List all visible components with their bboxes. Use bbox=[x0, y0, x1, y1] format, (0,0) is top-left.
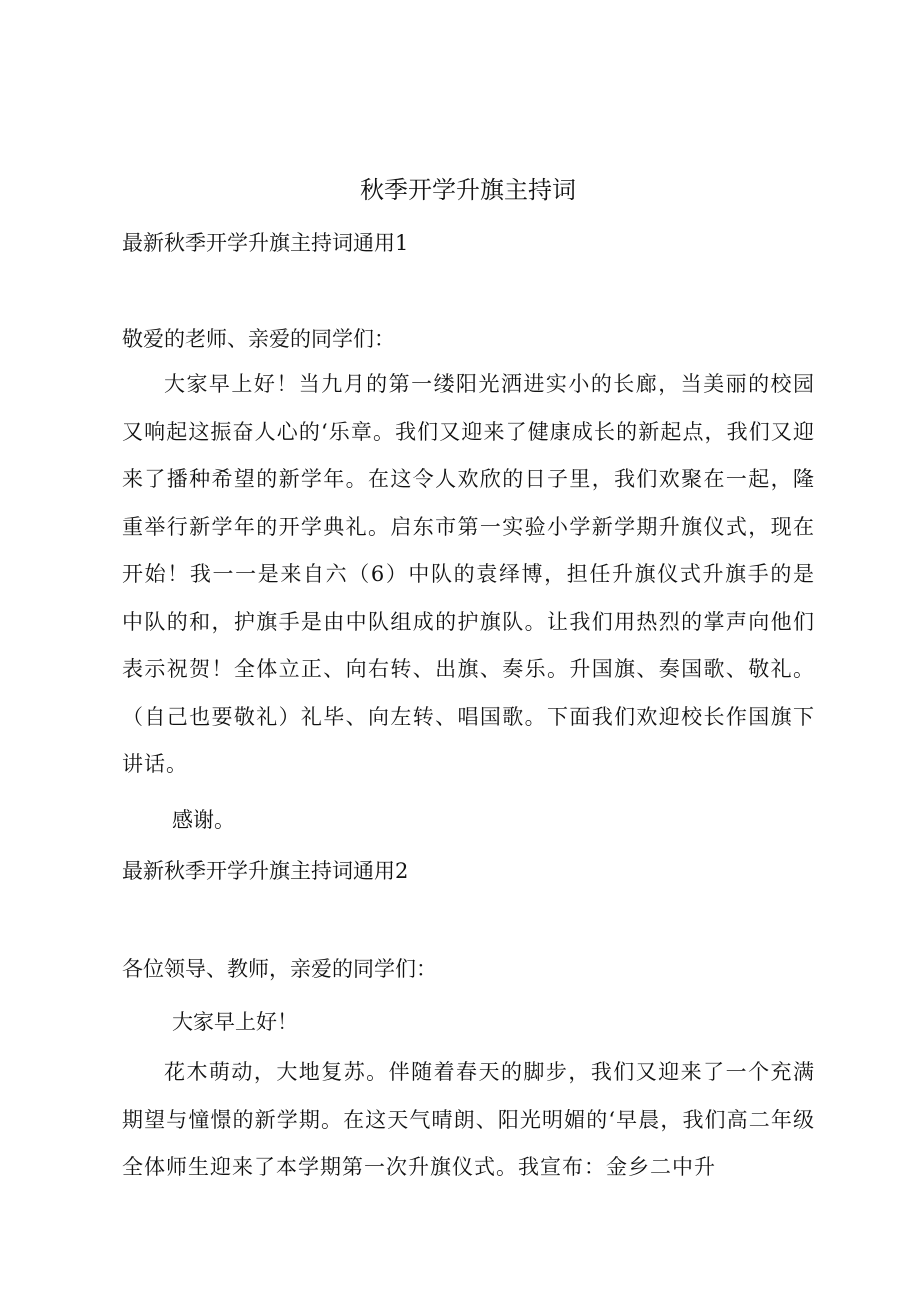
section-1-paragraph: 大家早上好！当九月的第一缕阳光洒进实小的长廊，当美丽的校园又响起这振奋人心的‘乐章。我们又迎来了健康成长的新起点，我们又迎来了播种希望的新学年。在这令人欢欣的日子里，我们欢聚在一起，隆重举行新学年的开学典礼。启东市第一实验小学新学期升旗仪式，现在开始！我一一是来自六（6）中队的袁绎博，担任升旗仪式升旗手的是中队的和，护旗手是由中队组成的护旗队。让我们用热烈的掌声向他们表示祝贺！全体立正、向右转、出旗、奏乐。升国旗、奏国歌、敬礼。（自己也要敬礼）礼毕、向左转、唱国歌。下面我们欢迎校长作国旗下讲话。 bbox=[122, 372, 815, 776]
section-2-heading: 最新秋季开学升旗主持词通用2 bbox=[122, 859, 409, 883]
document-title: 秋季开学升旗主持词 bbox=[360, 176, 576, 204]
section-1-closing: 感谢。 bbox=[172, 808, 235, 832]
section-1-salutation: 敬爱的老师、亲爱的同学们： bbox=[122, 327, 395, 351]
section-1-heading: 最新秋季开学升旗主持词通用1 bbox=[122, 231, 409, 255]
section-2-paragraph: 花木萌动，大地复苏。伴随着春天的脚步，我们又迎来了一个充满期望与憧憬的新学期。在这天气晴朗、阳光明媚的‘早晨，我们高二年级全体师生迎来了本学期第一次升旗仪式。我宣布：金乡二中升 bbox=[122, 1060, 815, 1179]
section-2-salutation: 各位领导、教师，亲爱的同学们： bbox=[122, 957, 437, 981]
section-2-greeting: 大家早上好！ bbox=[172, 1010, 298, 1034]
